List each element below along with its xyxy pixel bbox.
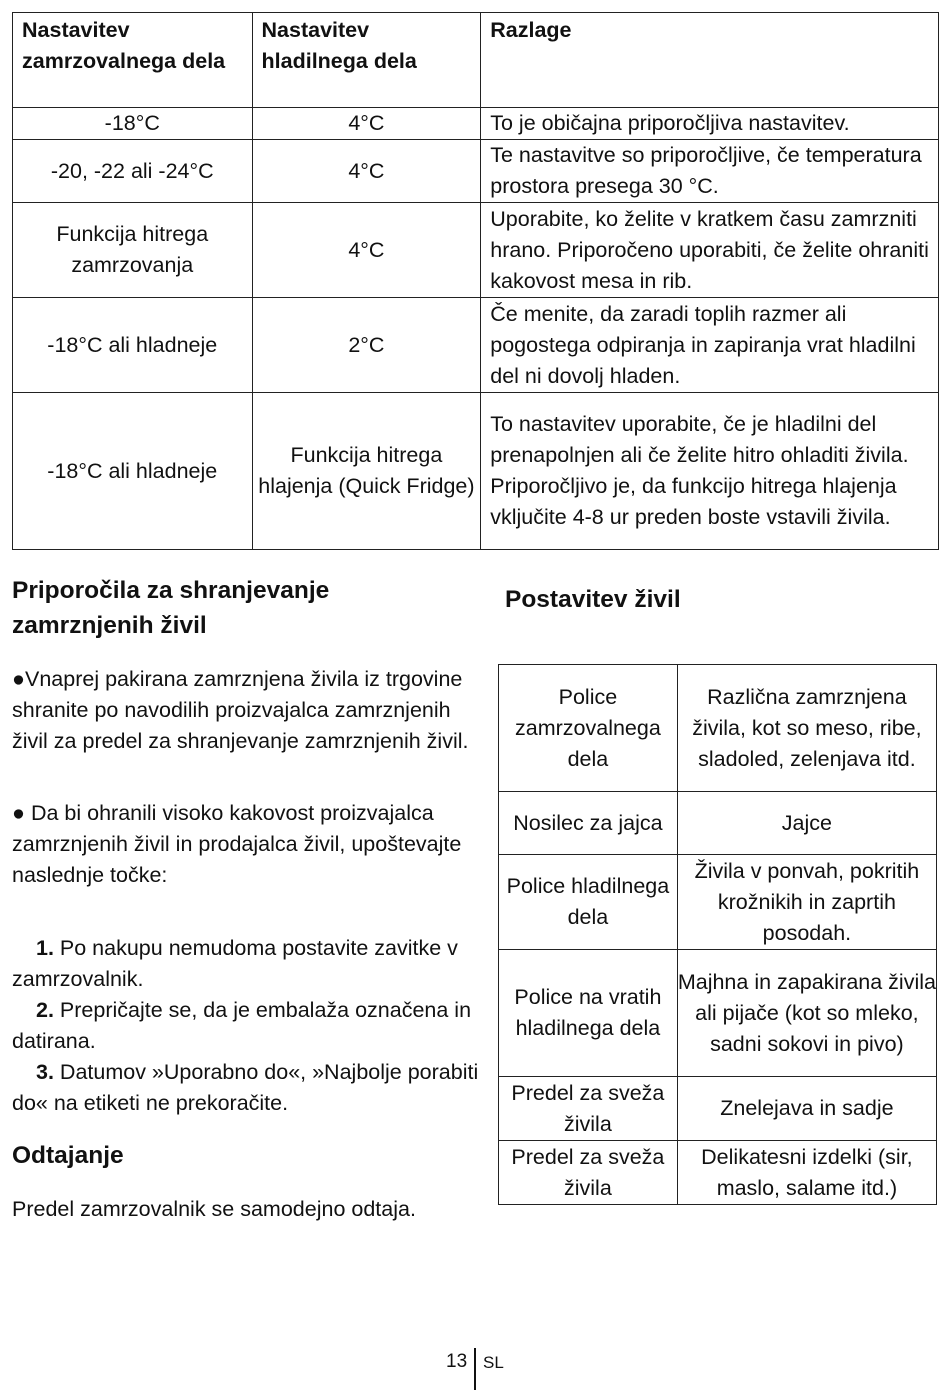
table-row <box>499 855 937 950</box>
step-number: 2. <box>36 998 54 1022</box>
storage-bullet-2: ● Da bi ohranili visoko kakovost proizvajalca zamrznjenih živil in prodajalca živil, upoštevajte naslednje točke: <box>12 801 462 887</box>
settings-header-row <box>13 13 939 108</box>
explanation-cell: Te nastavitve so priporočljive, če temperatura prostora presega 30 °C. <box>481 140 939 203</box>
footer-divider <box>474 1348 476 1390</box>
table-row <box>13 140 939 203</box>
step-text: Prepričajte se, da je embalaža označena in datirana. <box>12 998 472 1053</box>
storage-step-2 <box>12 995 482 1057</box>
settings-table <box>12 12 939 550</box>
food-cell: Jajce <box>677 792 936 855</box>
table-row <box>13 108 939 140</box>
fridge-setting-cell: Funkcija hitrega hlajenja (Quick Fridge) <box>252 393 481 550</box>
defrost-text: Predel zamrzovalnik se samodejno odtaja. <box>12 1197 416 1221</box>
language-code: SL <box>483 1353 504 1372</box>
food-cell: Delikatesni izdelki (sir, maslo, salame itd.) <box>677 1141 936 1205</box>
freezer-setting-cell: Funkcija hitrega zamrzovanja <box>13 203 253 298</box>
location-cell: Police zamrzovalnega dela <box>499 665 678 792</box>
explanation-cell: To nastavitev uporabite, če je hladilni del prenapolnjen ali če želite hitro ohladiti živila. Priporočljivo je, da funkcijo hitrega hlajenja vključite 4-8 ur preden boste vstavili živila. <box>481 393 939 550</box>
food-cell: Znelejava in sadje <box>677 1077 936 1141</box>
header-fridge-setting: Nastavitev hladilnega dela <box>252 13 481 108</box>
storage-heading: Priporočila za shranjevanje zamrznjenih živil <box>12 577 330 639</box>
food-cell: Majhna in zapakirana živila ali pijače (kot so mleko, sadni sokovi in pivo) <box>677 950 936 1077</box>
table-row <box>13 298 939 393</box>
table-row <box>499 1141 937 1205</box>
location-cell: Predel za sveža živila <box>499 1141 678 1205</box>
freezer-setting-cell: -18°C ali hladneje <box>13 393 253 550</box>
freezer-setting-cell: -20, -22 ali -24°C <box>13 140 253 203</box>
step-number: 3. <box>36 1060 54 1084</box>
location-cell: Police na vratih hladilnega dela <box>499 950 678 1077</box>
fridge-setting-cell: 4°C <box>252 108 481 140</box>
fridge-setting-cell: 4°C <box>252 140 481 203</box>
fridge-setting-cell: 4°C <box>252 203 481 298</box>
freezer-setting-cell: -18°C ali hladneje <box>13 298 253 393</box>
food-cell: Različna zamrznjena živila, kot so meso, ribe, sladoled, zelenjava itd. <box>677 665 936 792</box>
step-text: Datumov »Uporabno do«, »Najbolje porabiti do« na etiketi ne prekoračite. <box>12 1060 479 1115</box>
defrost-heading: Odtajanje <box>12 1142 124 1169</box>
storage-step-3 <box>12 1057 482 1119</box>
freezer-setting-cell: -18°C <box>13 108 253 140</box>
table-row <box>13 393 939 550</box>
fridge-setting-cell: 2°C <box>252 298 481 393</box>
step-number: 1. <box>36 936 54 960</box>
step-text: Po nakupu nemudoma postavite zavitke v zamrzovalnik. <box>12 936 458 991</box>
explanation-cell: To je običajna priporočljiva nastavitev. <box>481 108 939 140</box>
storage-step-1 <box>12 933 482 995</box>
food-cell: Živila v ponvah, pokritih krožnikih in zaprtih posodah. <box>677 855 936 950</box>
storage-bullet-1: ●Vnaprej pakirana zamrznjena živila iz trgovine shranite po navodilih proizvajalca zamrznjenih živil za predel za shranjevanje zamrznjenih živil. <box>12 667 469 753</box>
header-explanation: Razlage <box>481 13 939 108</box>
header-freezer-setting: Nastavitev zamrzovalnega dela <box>13 13 253 108</box>
placement-heading: Postavitev živil <box>505 586 681 613</box>
table-row <box>499 792 937 855</box>
explanation-cell: Uporabite, ko želite v kratkem času zamrzniti hrano. Priporočeno uporabiti, če želite ohraniti kakovost mesa in rib. <box>481 203 939 298</box>
table-row <box>499 1077 937 1141</box>
table-row <box>499 950 937 1077</box>
table-row <box>13 203 939 298</box>
location-cell: Predel za sveža živila <box>499 1077 678 1141</box>
location-cell: Police hladilnega dela <box>499 855 678 950</box>
placement-table <box>498 664 937 1205</box>
table-row <box>499 665 937 792</box>
location-cell: Nosilec za jajca <box>499 792 678 855</box>
page-number: 13 <box>446 1351 468 1372</box>
explanation-cell: Če menite, da zaradi toplih razmer ali pogostega odpiranja in zapiranja vrat hladilni del ni dovolj hladen. <box>481 298 939 393</box>
